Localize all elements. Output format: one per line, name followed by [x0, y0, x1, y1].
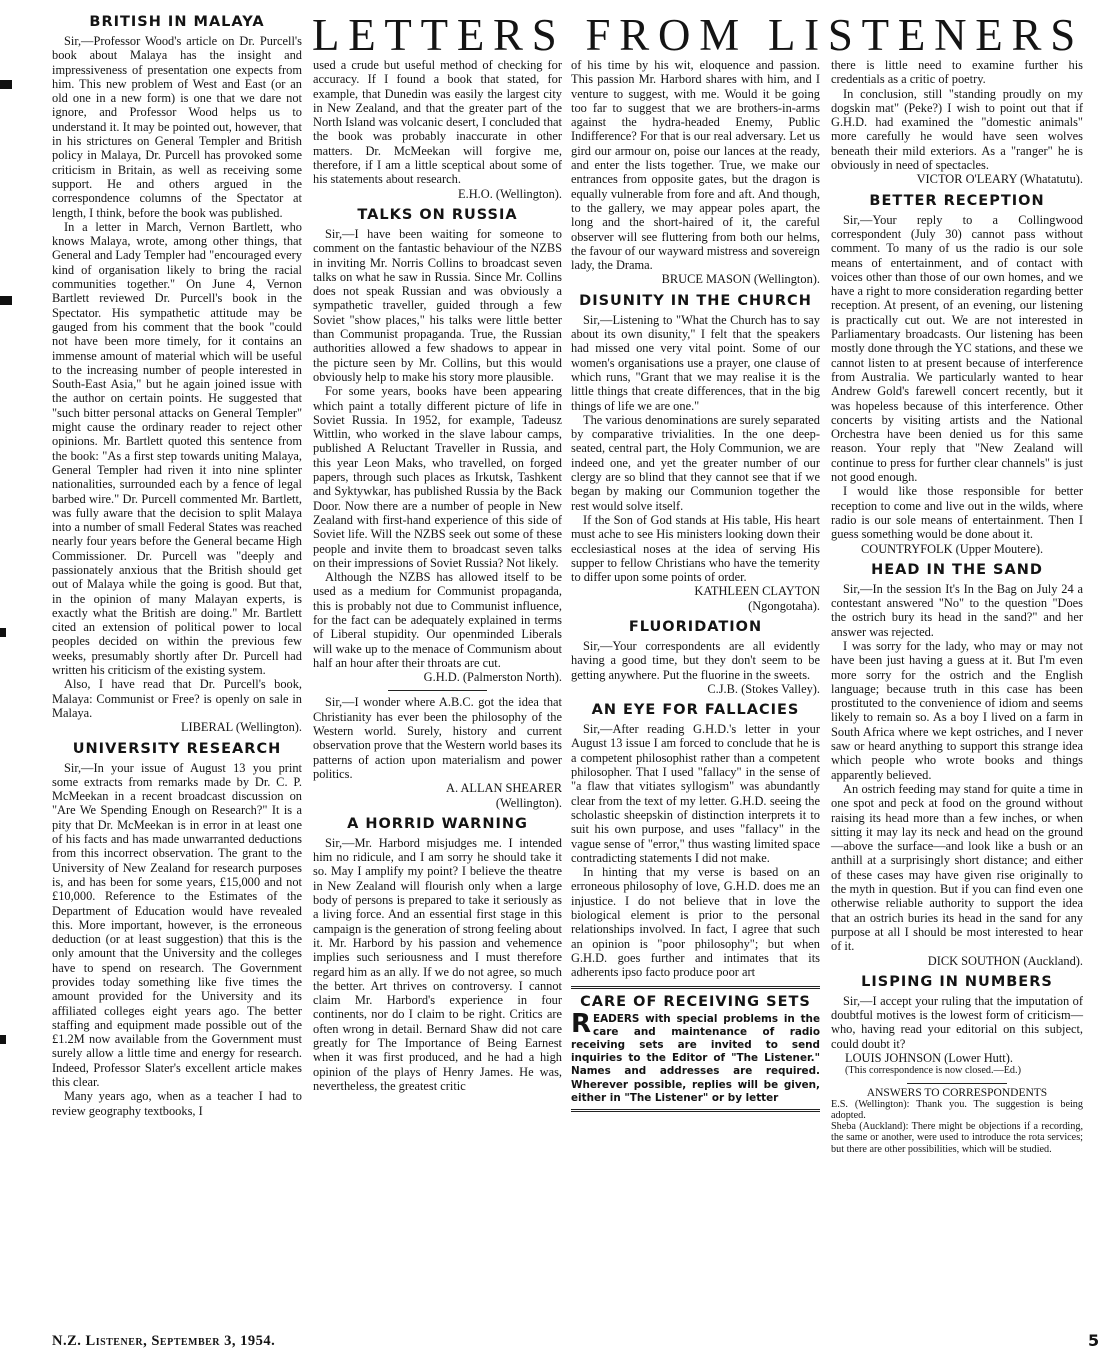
answer-item: E.S. (Wellington): Thank you. The suggestion is being adopted.: [831, 1098, 1083, 1121]
divider: [388, 690, 488, 691]
margin-mark: [0, 1035, 6, 1044]
heading-an-eye-for-fallacies: AN EYE FOR FALLACIES: [591, 702, 800, 719]
answers-heading: ANSWERS TO CORRESPONDENTS: [866, 1086, 1048, 1099]
heading-talks-on-russia: TALKS ON RUSSIA: [357, 206, 518, 223]
margin-mark: [0, 628, 6, 637]
divider: [907, 1083, 1008, 1084]
page-number: 5: [1088, 1331, 1100, 1350]
letter-signature: (Wellington).: [495, 795, 562, 810]
letter-signature: KATHLEEN CLAYTON: [694, 584, 820, 599]
heading-disunity-in-the-church: DISUNITY IN THE CHURCH: [579, 292, 812, 309]
letter-paragraph: Sir,—I have been waiting for someone to comment on the fantastic behaviour of the NZBS in inviting Mr. Norris Collins to broadcast seven talks on what he saw in Russia. Since Mr. Collins does not speak Russian and was obviously a sympathetic traveller, guided through a few Soviet "show places," his talks were little better than Communist propaganda. True, the Russian authorities allowed a few shadows to appear in the picture seen by Mr. Collins, but this would obviously help to make his story more plausible.: [313, 226, 562, 384]
letter-paragraph: In conclusion, still "standing proudly on my dogskin mat" (Peke?) I wish to point out that if G.H.D. had examined the "domestic animals" more carefully he would have seen wolves beneath their mild exteriors. As a "ranger" he is obviously in need of spectacles.: [831, 86, 1083, 173]
letter-paragraph: Sir,—Your reply to a Collingwood correspondent (July 30) cannot pass without comment. To many of us the radio is our sole means of entertainment, and of contact with voices other than those of our own homes, and we have a right to more consideration regarding better reception. At present, of an evening, our listening is practically cut out. We are not interested in Parliamentary broadcasts. Our listening has been mostly done through the YC stations, and these we cannot listen to at present because of interference from Australia. We particularly wanted to hear Andrew Gold's farewell concert recently, but it was hopeless because of this interference. Other concerts by visiting artists and the National Orchestra have been denied us for this same reason. Your reply that "New Zealand will continue to press for further clear channels" is just not good enough.: [831, 212, 1083, 485]
heading-university-research: UNIVERSITY RESEARCH: [72, 740, 282, 757]
letter-paragraph: I was sorry for the lady, who may or may not have been just having a guess at it. But I'm even more sorry for the ostrich and the English language; because truth in this case has been prostituted to the convenience of idiom and seems likely to remain so. As a boy I lived on a farm in South Africa where we kept ostriches, and I never saw or heard anything to support this strange idea which people who wrote books and things apparently believed.: [831, 638, 1083, 782]
notice-text: EADERS with special problems in the care and maintenance of radio receiving sets are invited to send inquiries to the Editor of "The Listener." Names and addresses are required. Wherever possible, replies will be given, either in "The Listener" or by letter: [571, 1012, 820, 1104]
column-3: [571, 58, 820, 1112]
letter-paragraph: If the Son of God stands at His table, His heart must ache to see His ministers looking down their ecclesiastical noses at the idea of serving His supper to fellow Christians who have the temerity to differ upon some points of order.: [571, 512, 820, 585]
letter-signature: G.H.D. (Palmerston North).: [423, 670, 562, 685]
column-1: [52, 8, 302, 1118]
heading-a-horrid-warning: A HORRID WARNING: [347, 815, 528, 832]
letter-paragraph: Sir,—I accept your ruling that the imputation of doubtful motives is the lowest form of criticism—who, having read your editorial on this subject, could doubt it?: [831, 993, 1083, 1051]
letter-signature: LIBERAL (Wellington).: [180, 720, 302, 735]
letter-paragraph: For some years, books have been appearing which paint a totally different picture of life in Soviet Russia. In 1952, for example, Tadeusz Wittlin, who worked in the slave labour camps, published A Reluctant Traveller in Russia, and this year Leon Maks, who travelled, on forged papers, through such places as Irkutsk, Tashkent and Syktywkar, has published Russia by the Back Door. Now there are a number of people in New Zealand with first-hand experience of this side of Soviet life. Will the NZBS seek out some of these people and invite them to broadcast seven talks on their impressions of Soviet Russia? Not likely.: [313, 384, 562, 570]
letter-paragraph: I would like those responsible for better reception to come and live out in the wilds, where radio is our sole means of entertainment. Then I guess something would be done about it.: [831, 484, 1083, 542]
margin-mark: [0, 80, 12, 89]
letter-paragraph: Sir,—Professor Wood's article on Dr. Purcell's book about Malaya has the insight and impressiveness of presentation one expects from him. This new problem of West and East (or an old one in a new form) is one that we dare not ignore, and Professor Wood helps us to understand it. It may be pointed out, however, that in his strictures on General Templer and British policy in Malaya, Dr. Purcell has provoked some criticism in Britain, as well as receiving some support. He and others argued in the correspondence columns of the Spectator at length, I think, before the book was published.: [52, 34, 302, 220]
heading-head-in-the-sand: HEAD IN THE SAND: [871, 561, 1043, 578]
letter-paragraph: used a crude but useful method of checking for accuracy. If I found a book that stated, for example, that Dunedin was easily the largest city in New Zealand, and that the greater part of the North Island was volcanic desert, I concluded that the book was probably inaccurate in other matters. Dr. McMeekan will forgive me, therefore, if I am a little sceptical about some of his statements about research.: [313, 58, 562, 187]
notice-box: [571, 986, 820, 1112]
letter-paragraph: Sir,—Mr. Harbord misjudges me. I intended him no ridicule, and I am sorry he should take it so. May I amplify my point? I believe the theatre in New Zealand will flourish only when a large body of persons is prepared to take it seriously as a living force. And an essential first stage in this campaign is the generation of strong feeling about it. Mr. Harbord by his passion and vehemence implies such seriousness and I must therefore regard him as an ally. If we do not agree, so much the better. Art thrives on controversy. I cannot claim Mr. Harbord's experience in four continents, nor do I claim to be right. Critics are often wrong in detail. Bernard Shaw did not care greatly for The Importance of Being Earnest when it was first produced, and he had a high opinion of the plays of Henry James. He was, nevertheless, the greatest critic: [313, 835, 562, 1093]
column-4: [831, 58, 1083, 1155]
letter-paragraph: Although the NZBS has allowed itself to be used as a medium for Communist propaganda, this is probably not due to Communist influence, for the fact can be adequately explained in terms of Liberal stupidity. Our openminded Liberals will wake up to the menace of Communism about half an hour after their throats are cut.: [313, 570, 562, 670]
letter-paragraph: In hinting that my verse is based on an erroneous philosophy of love, G.H.D. does me an injustice. I do not believe that in love the biological element is prior to the personal relationships involved. In fact, I agree that such an opinion is "poor philosophy"; but when G.H.D. goes further and intimates that its adherents ipso facto produce poor art: [571, 865, 820, 980]
letter-signature: BRUCE MASON (Wellington).: [661, 272, 820, 287]
letter-signature: (Ngongotaha).: [748, 598, 820, 613]
letter-paragraph: Sir,—Listening to "What the Church has to say about its own disunity," I felt that the speakers had missed one very vital point. Some of our women's organisations use a prayer, one clause of which runs, "Grant that we may realise it is the little things that create differences, that in the big things of life we are one.": [571, 312, 820, 413]
letter-paragraph: Many years ago, when as a teacher I had to review geography textbooks, I: [52, 1089, 302, 1118]
letter-paragraph: An ostrich feeding may stand for quite a time in one spot and peck at food on the ground without raising its head more than a few inches, or when sitting it may lay its neck and head on the ground —above the surface—and look like a bush or an anthill at a surprisingly short distance; and either of these cases may have given rise originally to the myth in question. But if you can find even one otherwise reliable authority to support the idea that an ostrich buries its head in the sand for any purpose at all I should be most interested to hear of it.: [831, 781, 1083, 954]
margin-mark: [0, 296, 12, 305]
letter-signature: DICK SOUTHON (Auckland).: [927, 953, 1083, 968]
letter-paragraph: The various denominations are surely separated by comparative trivialities. In the one deep-seated, central part, the Holy Communion, we are indeed one, and yet the greater number of our clergy are so blind that they cannot see that if we began by making our Communion together the rest would solve itself.: [571, 412, 820, 513]
heading-better-reception: BETTER RECEPTION: [869, 192, 1045, 209]
letter-paragraph: there is little need to examine further his credentials as a critic of poetry.: [831, 58, 1083, 87]
letter-paragraph: Sir,—In your issue of August 13 you print some extracts from remarks made by Dr. C. P. McMeekan in a recent broadcast discussion on "Are We Spending Enough on Research?" It is a pity that Dr. McMeekan is in error in at least one of his facts and has made unwarranted deductions from this incorrect observation. The grant to the University of New Zealand for research purposes is, and has been for some years, £15,000 and not £10,000. Reference to the Estimates of the Department of Education would have revealed this. More important, however, is the erroneous deduction (or at least suggestion) that this is the only amount that the University and the colleges have to spend on research. The Government provides today something like five times the amount provided for the University and its affiliated colleges eight years ago. The better staffing and equipment made possible out of the £1.2M now available from the Government must surely allow a little time and energy for research. Indeed, Professor Slater's excellent article makes this clear.: [52, 760, 302, 1090]
letter-signature: E.H.O. (Wellington).: [458, 186, 562, 201]
editor-note: (This correspondence is now closed.—Ed.): [845, 1065, 1021, 1077]
letter-paragraph: of his time by his wit, eloquence and passion. This passion Mr. Harbord shares with him, and I venture to suggest, with me. Would it be going too far to suggest that we are brothers-in-arms against the hydra-headed Enemy, Public Indifference? For that is our real adversary. Let us gird our armour on, poise our lances at the ready, and enter the lists together. True, we make our entrances from opposite gates, but the dragon is equally vulnerable from fore and aft. And though, to the gallery, we may appear poles apart, the long and the short-haired of it, the careful observer will see fluttering from both our helms, the favour of our wayward mistress and sovereign lady, the Drama.: [571, 58, 820, 273]
heading-lisping-in-numbers: LISPING IN NUMBERS: [861, 973, 1053, 990]
letter-paragraph: Sir,—After reading G.H.D.'s letter in your August 13 issue I am forced to conclude that he is a competent philosophist rather than a competent philosopher. That I used "fallacy" in the sense of "a flaw that vitiates syllogism" was abundantly clear from the text of my letter. G.H.D. seeing the scholastic sheepskin of distinction interprets it to suit his own purpose, and uses "fallacy" in the vague sense of "error," thus wasting limited space contradicting statements I did not make.: [571, 722, 820, 865]
letter-paragraph: Sir,—In the session It's In the Bag on July 24 a contestant answered "No" to the question "Does the ostrich bury its head in the sand?" and her answer was rejected.: [831, 581, 1083, 639]
footer-issue-date: N.Z. Listener, September 3, 1954.: [52, 1333, 276, 1349]
letter-paragraph: In a letter in March, Vernon Bartlett, who knows Malaya, wrote, among other things, that General and Lady Templer had "encouraged every kind of organisation likely to bring the racial communities together." On June 4, Vernon Bartlett reviewed Dr. Purcell's book in the Spectator. His sympathetic attitude may be gauged from his comment that the book "could not have been more timely, for it contains an immense amount of material which will be useful to the increasing number of people interested in South-East Asia," but he again joined issue with the author on certain points. He suggested that "such bitter personal attacks on General Templer" might cause the ordinary reader to reject other opinions. Mr. Bartlett quoted this sentence from the book: "As a first step towards uniting Malaya, General Templer had riven it into nine splinter nationalities, surrounded each by a fence of legal barbed wire." Dr. Purcell commented Mr. Bartlett, was fully aware that the decision to split Malaya into a number of small Federal States was reached nearly four years before the General became High Commissioner. Dr. Purcell was "deeply and passionately anxious that the British should get out of Malaya while the going is good. But that, in the opinion of many Malayan experts, is exactly what the British are doing." Mr. Bartlett cited an extension of political power to local peoples decided on within the previous few weeks, presumably shortly after Dr. Purcell had written his criticism of the existing system.: [52, 219, 302, 678]
heading-british-in-malaya: BRITISH IN MALAYA: [89, 14, 265, 30]
drop-cap: R: [571, 1008, 592, 1039]
heading-fluoridation: FLUORIDATION: [628, 618, 763, 635]
letter-signature: LOUIS JOHNSON (Lower Hutt).: [845, 1051, 1013, 1065]
letter-signature: VICTOR O'LEARY (Whatatutu).: [916, 172, 1083, 187]
letter-paragraph: Sir,—I wonder where A.B.C. got the idea that Christianity has ever been the philosophy of the Western world. Surely, history and current observation prove that the Western world bases its patterns of action upon materialism and power politics.: [313, 695, 562, 781]
letter-signature: C.J.B. (Stokes Valley).: [707, 681, 820, 696]
heading-care-of-receiving-sets: CARE OF RECEIVING SETS: [580, 993, 811, 1010]
masthead-title: LETTERS FROM LISTENERS: [312, 10, 1084, 60]
answer-item: Sheba (Auckland): There might be objections if a recording, the same or another, were used to introduce the rota services; but there are other possibilities, which will be studied.: [831, 1121, 1083, 1155]
column-2: [313, 58, 562, 1093]
letter-paragraph: Sir,—Your correspondents are all evidently having a good time, but they don't seem to be getting anywhere. Put the fluorine in the sweets.: [571, 638, 820, 682]
letter-signature: COUNTRYFOLK (Upper Moutere).: [861, 541, 1044, 556]
letter-signature: A. ALLAN SHEARER: [446, 781, 562, 796]
letter-paragraph: Also, I have read that Dr. Purcell's book, Malaya: Communist or Free? is openly on sale in Malaya.: [52, 677, 302, 720]
